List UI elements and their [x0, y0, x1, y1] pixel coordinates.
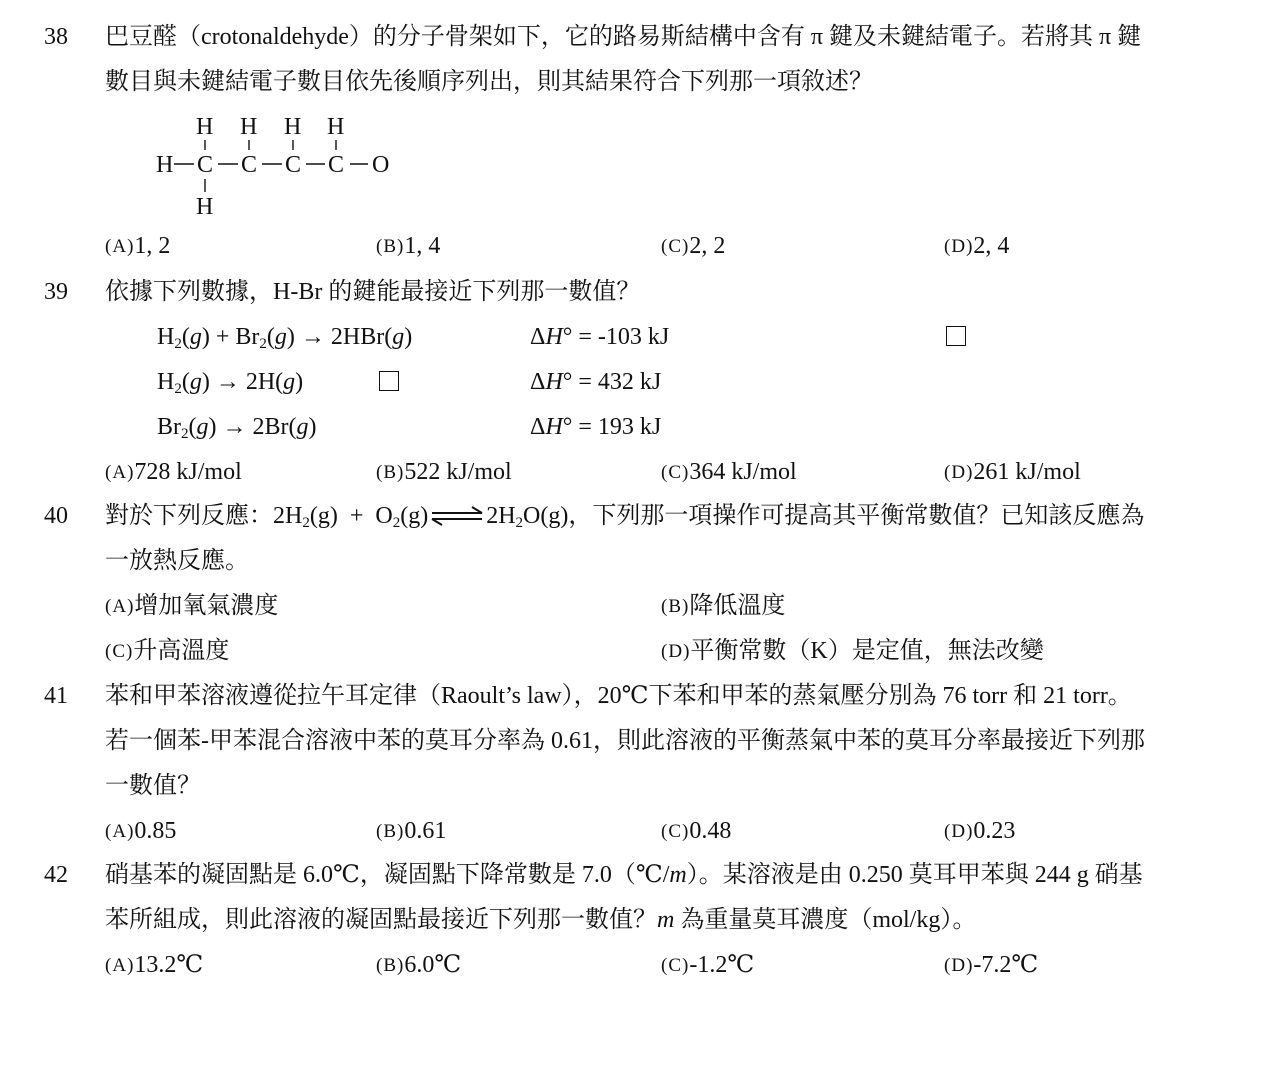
mol-carbon-3: C — [285, 152, 302, 178]
q41-stem-line-1: 苯和甲苯溶液遵從拉午耳定律（Raoult’s law），20℃下苯和甲苯的蒸氣壓分別為 76 torr 和 21 torr。 — [105, 683, 1132, 709]
q40-option-d[interactable]: (D)平衡常數（K）是定值，無法改變 — [661, 638, 1044, 664]
mol-carbon-1: C — [197, 152, 214, 178]
question-number-42: 42 — [44, 862, 68, 888]
q39-option-c-text: 364 kJ/mol — [689, 459, 797, 485]
mol-left-h: H — [156, 152, 174, 178]
question-number-38: 38 — [44, 24, 68, 50]
q42-option-b-text: 6.0℃ — [404, 952, 462, 978]
q39-reaction-3-enthalpy: ΔH° = 193 kJ — [530, 414, 662, 440]
q42-stem-line-2: 苯所組成，則此溶液的凝固點最接近下列那一數值？m 為重量莫耳濃度（mol/kg）。 — [105, 907, 977, 933]
q39-option-c[interactable]: (C)364 kJ/mol — [661, 459, 797, 485]
q42-option-b-letter: B — [383, 955, 397, 976]
q42-stem-line-1-a: 硝基苯的凝固點是 6.0℃，凝固點下降常數是 7.0（℃/ — [105, 862, 670, 888]
q38-option-b-text: 1, 4 — [404, 233, 441, 259]
q40-option-c[interactable]: (C)升高溫度 — [105, 638, 230, 664]
q41-option-b[interactable]: (B)0.61 — [376, 818, 447, 844]
q39-option-b-text: 522 kJ/mol — [404, 459, 512, 485]
question-number-39: 39 — [44, 279, 68, 305]
q42-option-a-text: 13.2℃ — [134, 952, 204, 978]
q39-reaction-2-enthalpy: ΔH° = 432 kJ — [530, 369, 662, 395]
checkbox-square[interactable] — [946, 326, 966, 346]
q42-option-a[interactable]: (A)13.2℃ — [105, 952, 204, 978]
q39-option-d-letter: D — [951, 462, 966, 483]
q42-stem-line-2-a: 苯所組成，則此溶液的凝固點最接近下列那一數值？ — [105, 907, 657, 933]
q39-reaction-3-delta: = 193 kJ — [578, 414, 662, 440]
q40-option-c-letter: C — [112, 641, 126, 662]
cropped-previous-row — [0, 0, 1274, 10]
mol-top-h-2: H — [240, 114, 258, 140]
q40-stem-line-1: 對於下列反應：$2H_2(g) + O_2(g)$ $2H_2O(g)$，下列那一項操作可提高其平衡常數值？已知該反應為 — [105, 503, 1145, 531]
q41-option-c-text: 0.48 — [689, 818, 732, 844]
q39-stem: 依據下列數據，H-Br 的鍵能最接近下列那一數值？ — [105, 279, 641, 305]
q39-reaction-1-delta: = -103 kJ — [578, 324, 670, 350]
q42-option-b[interactable]: (B)6.0℃ — [376, 952, 462, 978]
mol-top-h-4: H — [327, 114, 345, 140]
q38-option-a-text: 1, 2 — [134, 233, 171, 259]
q38-stem-line-1: 巴豆醛（crotonaldehyde）的分子骨架如下，它的路易斯結構中含有 π 鍵及未鍵結電子。若將其 π 鍵 — [105, 24, 1142, 50]
q40-option-d-text: 平衡常數（K）是定值，無法改變 — [690, 638, 1044, 664]
q38-stem-line-2: 數目與未鍵結電子數目依先後順序列出，則其結果符合下列那一項敘述？ — [105, 69, 873, 95]
q38-option-d-text: 2, 4 — [973, 233, 1010, 259]
q42-stem-line-2-b: 為重量莫耳濃度（mol/kg）。 — [674, 907, 977, 933]
q38-option-b[interactable]: (B)1, 4 — [376, 233, 441, 259]
q42-option-c[interactable]: (C)-1.2℃ — [661, 952, 755, 978]
q40-option-d-letter: D — [668, 641, 683, 662]
q39-option-b[interactable]: (B)522 kJ/mol — [376, 459, 512, 485]
q39-option-d-text: 261 kJ/mol — [973, 459, 1081, 485]
q42-option-a-letter: A — [112, 955, 127, 976]
q41-stem-line-3: 一數值？ — [105, 773, 201, 799]
q41-option-b-text: 0.61 — [404, 818, 447, 844]
q39-reaction-1-enthalpy: ΔH° = -103 kJ — [530, 324, 670, 350]
mol-top-h-3: H — [284, 114, 302, 140]
q39-option-a-text: 728 kJ/mol — [134, 459, 242, 485]
q40-option-a-letter: A — [112, 596, 127, 617]
q38-option-a[interactable]: (A)1, 2 — [105, 233, 171, 259]
q38-option-c-text: 2, 2 — [689, 233, 726, 259]
q41-option-c-letter: C — [668, 821, 682, 842]
q41-option-c[interactable]: (C)0.48 — [661, 818, 732, 844]
q39-option-a[interactable]: (A)728 kJ/mol — [105, 459, 242, 485]
q39-option-b-letter: B — [383, 462, 397, 483]
checkbox-square[interactable] — [379, 371, 399, 391]
mol-oxygen: O — [372, 152, 390, 178]
q40-option-b-text: 降低溫度 — [689, 593, 786, 619]
q41-option-a-text: 0.85 — [134, 818, 177, 844]
mol-carbon-2: C — [241, 152, 258, 178]
q41-option-a-letter: A — [112, 821, 127, 842]
q38-option-d[interactable]: (D)2, 4 — [944, 233, 1010, 259]
q41-option-d-letter: D — [951, 821, 966, 842]
q41-option-a[interactable]: (A)0.85 — [105, 818, 177, 844]
mol-top-h-1: H — [196, 114, 214, 140]
q41-option-b-letter: B — [383, 821, 397, 842]
q40-option-a-text: 增加氧氣濃度 — [134, 593, 279, 619]
q39-reaction-3-equation: $Br_2(g) \to 2Br(g)$ — [157, 414, 317, 442]
q38-option-c-letter: C — [668, 236, 682, 257]
q40-option-c-text: 升高溫度 — [133, 638, 230, 664]
q42-option-d[interactable]: (D)-7.2℃ — [944, 952, 1039, 978]
q38-option-a-letter: A — [112, 236, 127, 257]
q38-option-c[interactable]: (C)2, 2 — [661, 233, 726, 259]
mol-carbon-4: C — [328, 152, 345, 178]
question-number-40: 40 — [44, 503, 68, 529]
q42-option-c-letter: C — [668, 955, 682, 976]
q40-option-b-letter: B — [668, 596, 682, 617]
q41-option-d-text: 0.23 — [973, 818, 1016, 844]
q39-option-d[interactable]: (D)261 kJ/mol — [944, 459, 1081, 485]
q39-reaction-2-delta: = 432 kJ — [578, 369, 662, 395]
q40-option-b[interactable]: (B)降低溫度 — [661, 593, 786, 619]
q42-option-c-text: -1.2℃ — [689, 952, 755, 978]
q42-stem-line-1-b: ）。某溶液是由 0.250 莫耳甲苯與 244 g 硝基 — [686, 862, 1143, 888]
q39-reaction-1-equation: $H_2(g) + Br_2(g) \to 2HBr(g)$ — [157, 324, 413, 352]
crotonaldehyde-skeleton — [150, 112, 410, 222]
question-number-41: 41 — [44, 683, 68, 709]
q41-stem-line-2: 若一個苯-甲苯混合溶液中苯的莫耳分率為 0.61，則此溶液的平衡蒸氣中苯的莫耳分率最接近下列那 — [105, 728, 1145, 754]
q42-option-d-text: -7.2℃ — [973, 952, 1039, 978]
mol-bottom-h: H — [196, 194, 214, 220]
q39-option-c-letter: C — [668, 462, 682, 483]
q42-option-d-letter: D — [951, 955, 966, 976]
q38-option-d-letter: D — [951, 236, 966, 257]
q40-stem-prefix: 對於下列反應： — [105, 503, 273, 529]
q39-option-a-letter: A — [112, 462, 127, 483]
q40-option-a[interactable]: (A)增加氧氣濃度 — [105, 593, 279, 619]
equilibrium-arrow-icon — [428, 501, 486, 531]
q40-stem-line-2: 一放熱反應。 — [105, 548, 249, 574]
q40-stem-suffix: ，下列那一項操作可提高其平衡常數值？已知該反應為 — [568, 503, 1145, 529]
q42-stem-line-1: 硝基苯的凝固點是 6.0℃，凝固點下降常數是 7.0（℃/m）。某溶液是由 0.250 莫耳甲苯與 244 g 硝基 — [105, 862, 1143, 888]
q41-option-d[interactable]: (D)0.23 — [944, 818, 1016, 844]
q39-reaction-2-equation: $H_2(g) \to 2H(g)$ — [157, 369, 304, 397]
q38-option-b-letter: B — [383, 236, 397, 257]
